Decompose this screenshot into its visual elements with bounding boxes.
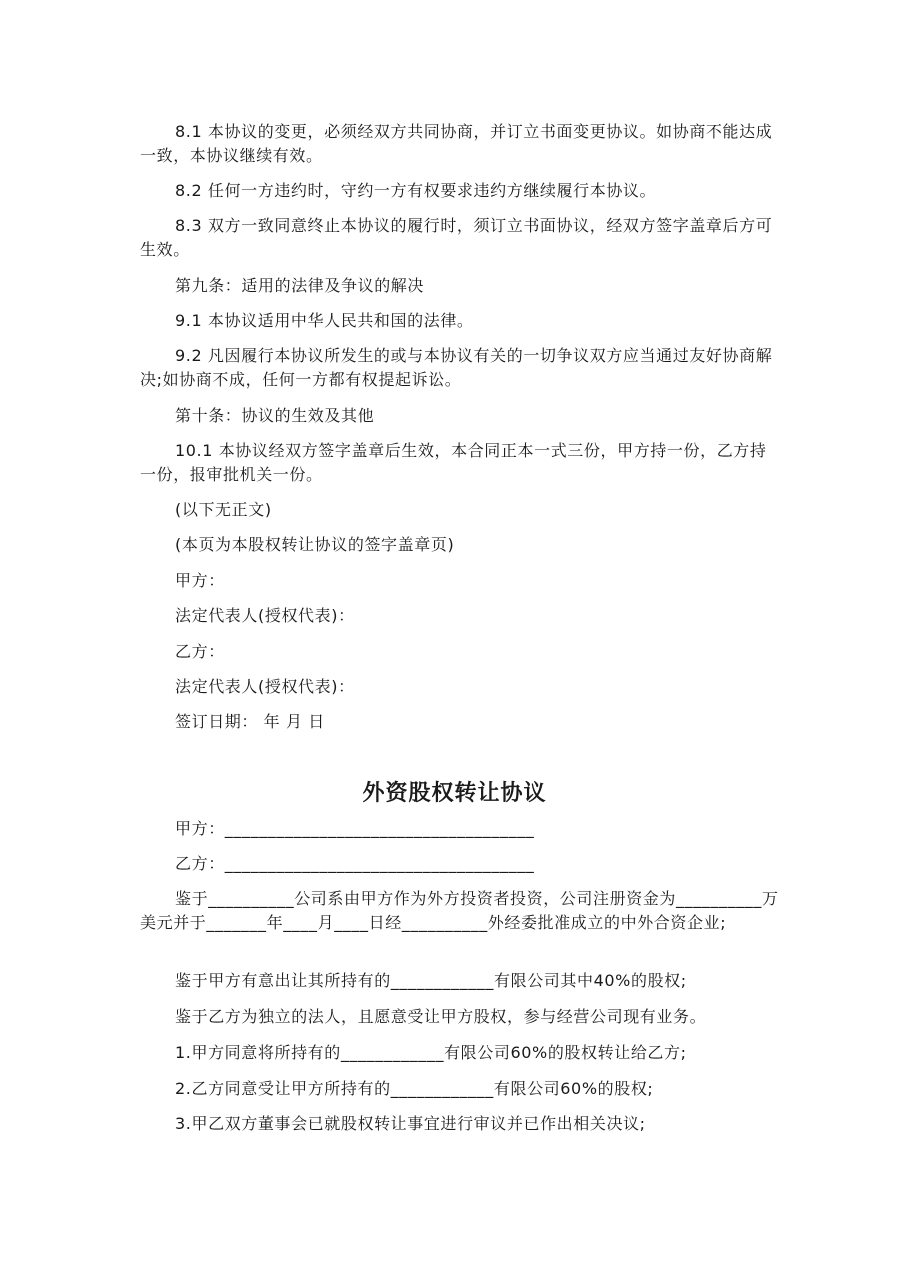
signature-page-note: (本页为本股权转让协议的签字盖章页) xyxy=(175,535,455,554)
clause-10-1: 10.1 本协议经双方签字盖章后生效，本合同正本一式三份，甲方持一份，乙方持一份，报审批机关一份。 xyxy=(140,441,767,484)
agreement-item-3: 3.甲乙双方董事会已就股权转让事宜进行审议并已作出相关决议; xyxy=(175,1114,646,1133)
party-b-line: 乙方：____________________________________ xyxy=(175,854,535,873)
party-a-signature: 甲方： xyxy=(175,571,225,590)
party-a-line: 甲方：____________________________________ xyxy=(175,819,535,838)
no-more-text-note: (以下无正文) xyxy=(175,500,272,519)
article-10-heading: 第十条：协议的生效及其他 xyxy=(175,406,375,425)
clause-8-1: 8.1 本协议的变更，必须经双方共同协商，并订立书面变更协议。如协商不能达成一致，本协议继续有效。 xyxy=(140,122,773,165)
agreement-item-1: 1.甲方同意将所持有的____________有限公司60%的股权转让给乙方; xyxy=(175,1043,687,1062)
whereas-clause-1: 鉴于__________公司系由甲方作为外方投资者投资，公司注册资金为__________万美元并于_______年____月____日经__________外经委批准成立的中外合资企业; xyxy=(140,889,779,932)
party-b-representative: 法定代表人(授权代表)： xyxy=(175,677,355,696)
whereas-clause-3: 鉴于乙方为独立的法人，且愿意受让甲方股权，参与经营公司现有业务。 xyxy=(175,1007,707,1026)
signing-date: 签订日期： 年 月 日 xyxy=(175,712,325,731)
agreement-item-2: 2.乙方同意受让甲方所持有的____________有限公司60%的股权; xyxy=(175,1079,654,1098)
clause-9-1: 9.1 本协议适用中华人民共和国的法律。 xyxy=(175,311,474,330)
article-9-heading: 第九条：适用的法律及争议的解决 xyxy=(175,276,425,295)
clause-8-2: 8.2 任何一方违约时，守约一方有权要求违约方继续履行本协议。 xyxy=(175,181,657,200)
agreement-title: 外资股权转让协议 xyxy=(362,781,547,806)
party-a-representative: 法定代表人(授权代表)： xyxy=(175,606,355,625)
clause-9-2: 9.2 凡因履行本协议所发生的或与本协议有关的一切争议双方应当通过友好协商解决;如协商不成，任何一方都有权提起诉讼。 xyxy=(140,346,773,389)
clause-8-3: 8.3 双方一致同意终止本协议的履行时，须订立书面协议，经双方签字盖章后方可生效。 xyxy=(140,216,773,259)
whereas-clause-2: 鉴于甲方有意出让其所持有的____________有限公司其中40%的股权; xyxy=(175,971,687,990)
party-b-signature: 乙方： xyxy=(175,642,225,661)
